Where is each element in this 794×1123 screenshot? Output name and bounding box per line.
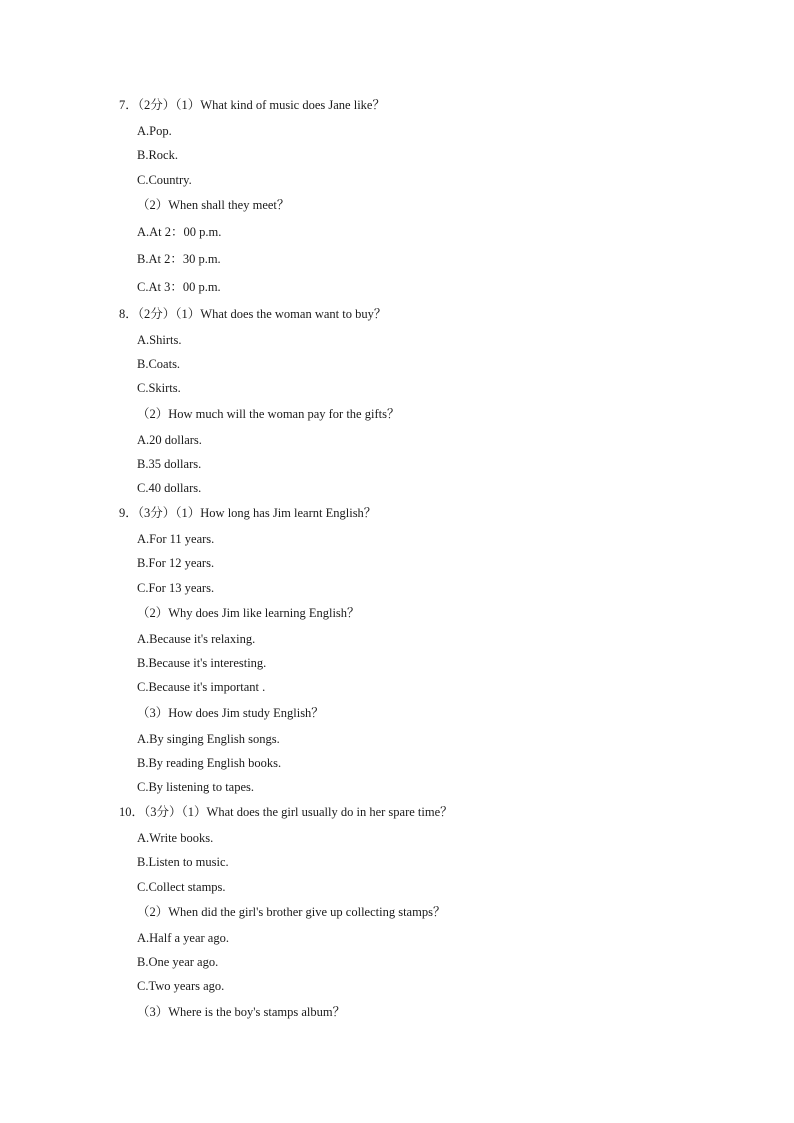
question-10-2-prompt: （2）When did the girl's brother give up collecting stamps？ bbox=[137, 905, 446, 919]
question-9-3-option-b: B.By reading English books. bbox=[137, 756, 282, 770]
question-8-1-option-c: C.Skirts. bbox=[137, 381, 181, 395]
question-9-2-option-c: C.Because it's important . bbox=[137, 680, 266, 694]
question-8-2-prompt: （2）How much will the woman pay for the gifts？ bbox=[137, 407, 400, 421]
question-9-1-option-a: A.For 11 years. bbox=[137, 532, 215, 546]
question-9-header: 9．（3分）（1）How long has Jim learnt English？ bbox=[119, 506, 377, 520]
question-9-1-option-b: B.For 12 years. bbox=[137, 556, 215, 570]
question-10-2-option-a: A.Half a year ago. bbox=[137, 931, 229, 945]
question-7-1-option-b: B.Rock. bbox=[137, 148, 178, 162]
question-10-header: 10．（3分）（1）What does the girl usually do in her spare time？ bbox=[119, 805, 453, 819]
question-9-3-option-c: C.By listening to tapes. bbox=[137, 780, 255, 794]
question-8-2-option-b: B.35 dollars. bbox=[137, 457, 202, 471]
question-9-2-option-a: A.Because it's relaxing. bbox=[137, 632, 256, 646]
question-10-1-option-b: B.Listen to music. bbox=[137, 855, 229, 869]
question-10-1-option-c: C.Collect stamps. bbox=[137, 880, 226, 894]
question-7-2-option-a: A.At 2：00 p.m. bbox=[137, 225, 222, 239]
question-7-1-option-a: A.Pop. bbox=[137, 124, 172, 138]
question-9-3-prompt: （3）How does Jim study English？ bbox=[137, 706, 324, 720]
question-9-2-option-b: B.Because it's interesting. bbox=[137, 656, 267, 670]
question-7-header: 7．（2分）（1）What kind of music does Jane like？ bbox=[119, 98, 385, 112]
question-7-1-option-c: C.Country. bbox=[137, 173, 192, 187]
question-9-1-option-c: C.For 13 years. bbox=[137, 581, 215, 595]
question-8-header: 8．（2分）（1）What does the woman want to buy？ bbox=[119, 307, 387, 321]
question-7-2-option-c: C.At 3：00 p.m. bbox=[137, 280, 221, 294]
question-8-1-option-a: A.Shirts. bbox=[137, 333, 182, 347]
question-7-2-option-b: B.At 2：30 p.m. bbox=[137, 252, 221, 266]
question-9-2-prompt: （2）Why does Jim like learning English？ bbox=[137, 606, 360, 620]
question-10-2-option-c: C.Two years ago. bbox=[137, 979, 225, 993]
question-9-3-option-a: A.By singing English songs. bbox=[137, 732, 280, 746]
question-7-2-prompt: （2）When shall they meet？ bbox=[137, 198, 290, 212]
question-10-1-option-a: A.Write books. bbox=[137, 831, 214, 845]
question-8-1-option-b: B.Coats. bbox=[137, 357, 181, 371]
question-10-2-option-b: B.One year ago. bbox=[137, 955, 219, 969]
question-8-2-option-c: C.40 dollars. bbox=[137, 481, 202, 495]
question-8-2-option-a: A.20 dollars. bbox=[137, 433, 202, 447]
question-10-3-prompt: （3）Where is the boy's stamps album？ bbox=[137, 1005, 346, 1019]
